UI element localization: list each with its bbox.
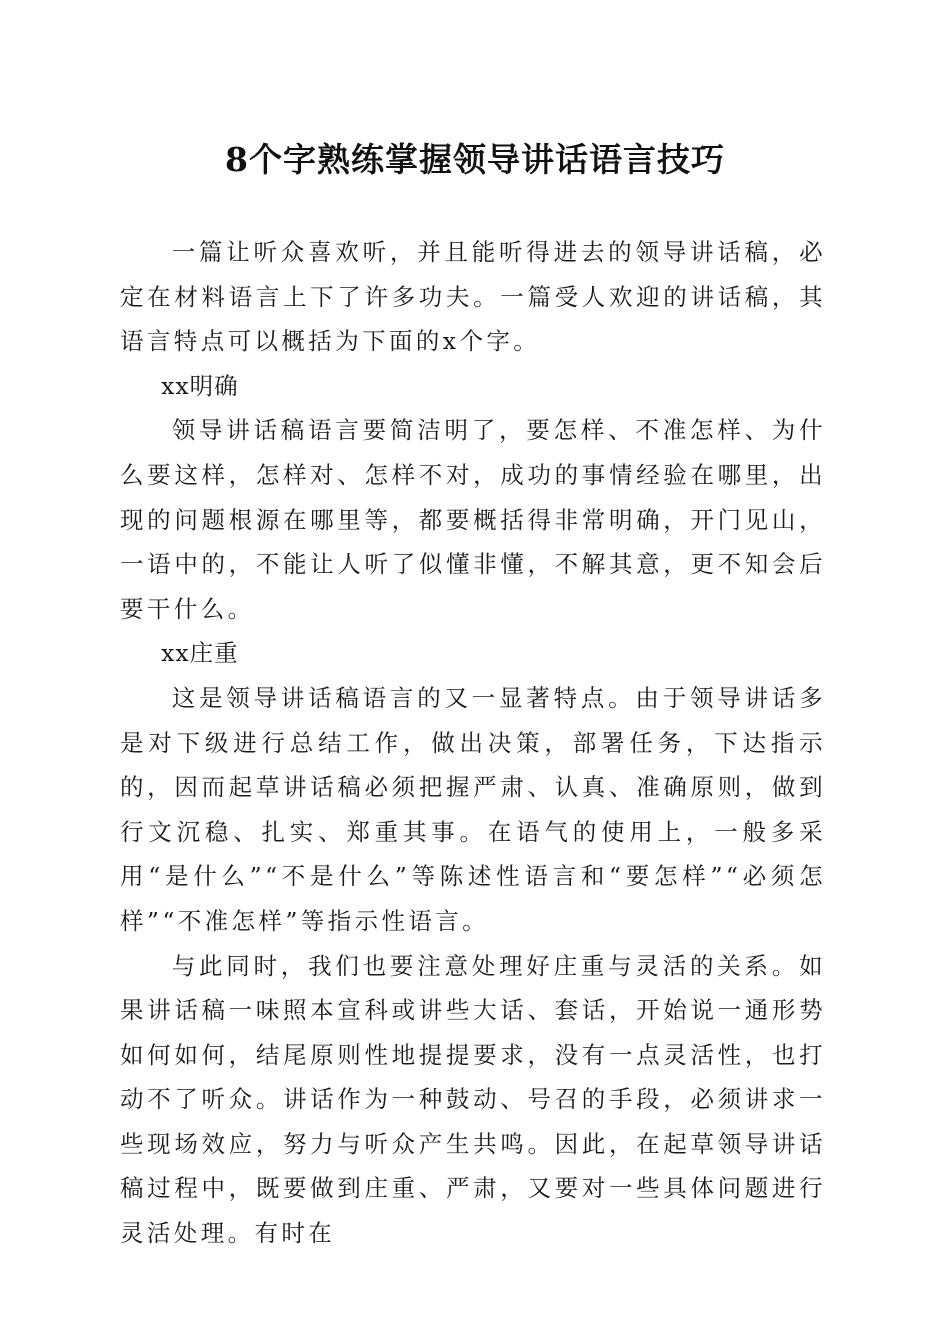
section-heading-solemnity: xx庄重 <box>161 639 239 668</box>
paragraph-solemnity: 这是领导讲话稿语言的又一显著特点。由于领导讲话多是对下级进行总结工作，做出决策，部署任务，下达指示的，因而起草讲话稿必须把握严肃、认真、准确原则，做到行文沉稳、扎实、郑重其事。在语气的使用上，一般多采用“是什么”“不是什么”等陈述性语言和“要怎样”“必须怎样”“不准怎样”等指示性语言。 <box>120 683 826 935</box>
paragraph-intro: 一篇让听众喜欢听，并且能听得进去的领导讲话稿，必定在材料语言上下了许多功夫。一篇受人欢迎的讲话稿，其语言特点可以概括为下面的x个字。 <box>120 238 826 356</box>
section-heading-clarity: xx明确 <box>161 371 239 400</box>
paragraph-balance: 与此同时，我们也要注意处理好庄重与灵活的关系。如果讲话稿一味照本宣科或讲些大话、套话，开始说一通形势如何如何，结尾原则性地提提要求，没有一点灵活性，也打动不了听众。讲话作为一种鼓动、号召的手段，必须讲求一些现场效应，努力与听众产生共鸣。因此，在起草领导讲话稿过程中，既要做到庄重、严肃，又要对一些具体问题进行灵活处理。有时在 <box>120 951 826 1248</box>
paragraph-clarity: 领导讲话稿语言要简洁明了，要怎样、不准怎样、为什么要这样，怎样对、怎样不对，成功的事情经验在哪里，出现的问题根源在哪里等，都要概括得非常明确，开门见山，一语中的，不能让人听了似懂非懂，不解其意，更不知会后要干什么。 <box>120 416 826 623</box>
document-body <box>120 230 826 1256</box>
document-title: 8个字熟练掌握领导讲话语言技巧 <box>225 140 725 179</box>
